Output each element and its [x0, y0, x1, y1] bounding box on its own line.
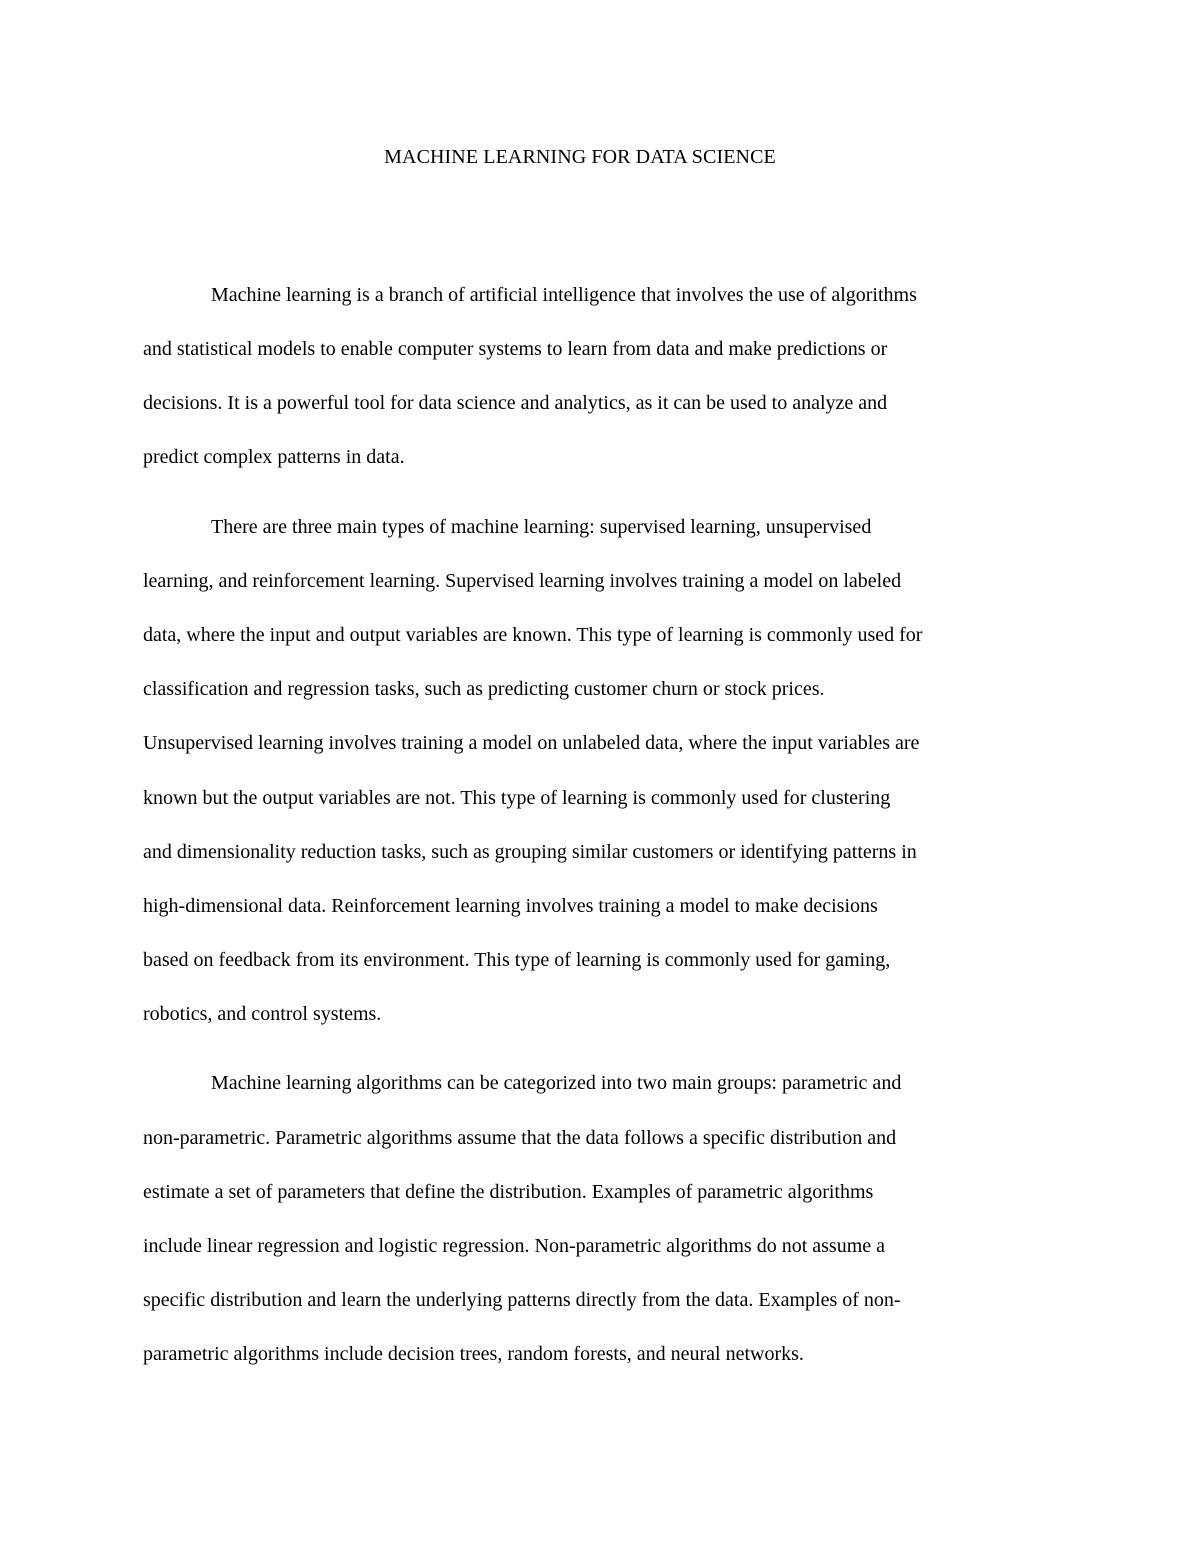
paragraph-3-line-5: specific distribution and learn the underlying patterns directly from the data. Examples of non- [143, 1289, 901, 1311]
paragraph-1-line-1: Machine learning is a branch of artificial intelligence that involves the use of algorithms [211, 284, 917, 306]
paragraph-2-line-6: known but the output variables are not. This type of learning is commonly used for clustering [143, 787, 891, 809]
paragraph-3-line-6: parametric algorithms include decision trees, random forests, and neural networks. [143, 1343, 804, 1365]
paragraph-2-line-3: data, where the input and output variables are known. This type of learning is commonly used for [143, 624, 923, 646]
paragraph-2-line-8: high-dimensional data. Reinforcement learning involves training a model to make decisions [143, 895, 878, 917]
document-title: MACHINE LEARNING FOR DATA SCIENCE [384, 146, 776, 168]
paragraph-1-line-4: predict complex patterns in data. [143, 446, 405, 468]
paragraph-2-line-5: Unsupervised learning involves training a model on unlabeled data, where the input variables are [143, 732, 920, 754]
paragraph-1-line-2: and statistical models to enable computer systems to learn from data and make predictions or [143, 338, 888, 360]
paragraph-2-line-2: learning, and reinforcement learning. Supervised learning involves training a model on labeled [143, 570, 902, 592]
paragraph-3-line-1: Machine learning algorithms can be categorized into two main groups: parametric and [211, 1072, 902, 1094]
paragraph-2-line-1: There are three main types of machine learning: supervised learning, unsupervised [211, 516, 872, 538]
paragraph-1-line-3: decisions. It is a powerful tool for data science and analytics, as it can be used to analyze and [143, 392, 888, 414]
paragraph-2-line-4: classification and regression tasks, such as predicting customer churn or stock prices. [143, 678, 825, 700]
paragraph-2-line-7: and dimensionality reduction tasks, such as grouping similar customers or identifying patterns in [143, 841, 917, 863]
paragraph-2-line-10: robotics, and control systems. [143, 1003, 382, 1025]
paragraph-3-line-2: non-parametric. Parametric algorithms assume that the data follows a specific distribution and [143, 1127, 897, 1149]
paragraph-2-line-9: based on feedback from its environment. This type of learning is commonly used for gaming, [143, 949, 891, 971]
paragraph-3-line-4: include linear regression and logistic regression. Non-parametric algorithms do not assume a [143, 1235, 886, 1257]
paragraph-3-line-3: estimate a set of parameters that define the distribution. Examples of parametric algorithms [143, 1181, 874, 1203]
